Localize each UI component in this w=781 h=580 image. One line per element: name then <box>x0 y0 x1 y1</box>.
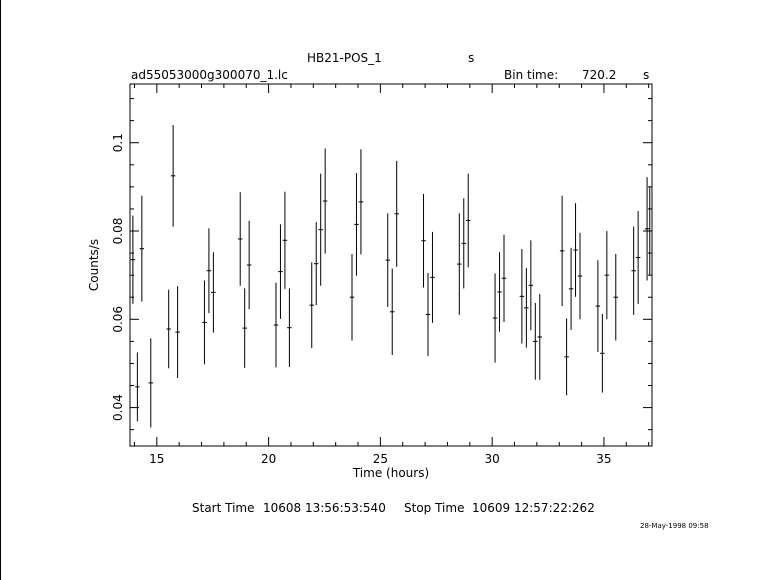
data-point <box>631 227 635 315</box>
data-point <box>135 352 139 421</box>
y-tick-label: 0.1 <box>111 133 125 153</box>
stop-time-label: Stop Time <box>404 501 465 515</box>
data-point <box>354 173 358 275</box>
data-point <box>247 221 251 309</box>
data-point <box>569 248 573 330</box>
x-tick-label: 35 <box>596 452 612 466</box>
data-point <box>202 280 206 364</box>
data-point <box>274 283 278 368</box>
data-point <box>211 252 215 332</box>
data-point <box>131 216 135 304</box>
start-time-label: Start Time <box>192 501 255 515</box>
data-point <box>614 254 618 341</box>
bin-time-unit: s <box>643 68 650 82</box>
data-point <box>605 231 609 319</box>
x-tick-label: 30 <box>484 452 500 466</box>
title-units-suffix: s <box>468 51 475 65</box>
data-point <box>502 235 506 322</box>
data-point <box>578 233 582 320</box>
data-point <box>359 149 363 254</box>
bin-time-value: 720.2 <box>582 68 617 82</box>
axis-ticks <box>130 84 652 446</box>
file-name: ad55053000g300070_1.lc <box>131 68 288 82</box>
data-point <box>560 196 564 306</box>
data-point <box>426 273 430 356</box>
data-point <box>149 338 153 427</box>
data-point <box>497 252 501 331</box>
plot-date-stamp: 28-May-1998 09:58 <box>640 522 709 530</box>
data-point <box>350 254 354 341</box>
data-point <box>314 222 318 305</box>
data-point <box>538 294 542 380</box>
data-points <box>131 125 652 427</box>
data-point <box>287 288 291 367</box>
data-point <box>533 303 537 380</box>
data-point <box>238 192 242 286</box>
data-point <box>140 196 144 302</box>
stop-time-value: 10609 12:57:22:262 <box>472 501 595 515</box>
data-point <box>600 314 604 393</box>
data-point <box>457 213 461 315</box>
data-point <box>318 174 322 286</box>
data-point <box>645 177 649 280</box>
data-point <box>323 148 327 253</box>
data-point <box>466 174 470 268</box>
object-title: HB21-POS_1 <box>307 51 382 65</box>
data-point <box>310 262 314 348</box>
bin-time-label: Bin time: <box>504 68 559 82</box>
data-point <box>166 290 170 369</box>
data-point <box>636 211 640 304</box>
x-tick-label: 15 <box>149 452 165 466</box>
data-point <box>283 192 287 289</box>
data-point <box>394 161 398 267</box>
data-point <box>529 240 533 330</box>
data-point <box>278 224 282 318</box>
data-point <box>462 198 466 288</box>
data-point <box>242 288 246 367</box>
data-point <box>430 232 434 323</box>
data-point <box>596 260 600 352</box>
data-point <box>207 228 211 313</box>
data-point <box>386 213 390 307</box>
data-point <box>493 273 497 362</box>
data-point <box>171 125 175 227</box>
data-point <box>648 187 652 275</box>
data-point <box>421 194 425 288</box>
y-tick-label: 0.06 <box>111 305 125 333</box>
start-time-value: 10608 13:56:53:540 <box>263 501 386 515</box>
x-axis-label: Time (hours) <box>352 466 430 480</box>
y-tick-label: 0.04 <box>111 394 125 421</box>
plot-frame <box>130 84 652 446</box>
y-tick-label: 0.08 <box>111 217 125 245</box>
data-point <box>564 318 568 395</box>
data-point <box>524 268 528 347</box>
x-tick-label: 20 <box>260 452 277 466</box>
y-axis-label: Counts/s <box>87 238 101 292</box>
data-point <box>390 269 394 356</box>
data-point <box>175 286 179 378</box>
data-point <box>573 203 577 297</box>
x-tick-label: 25 <box>372 452 389 466</box>
data-point <box>520 249 524 343</box>
